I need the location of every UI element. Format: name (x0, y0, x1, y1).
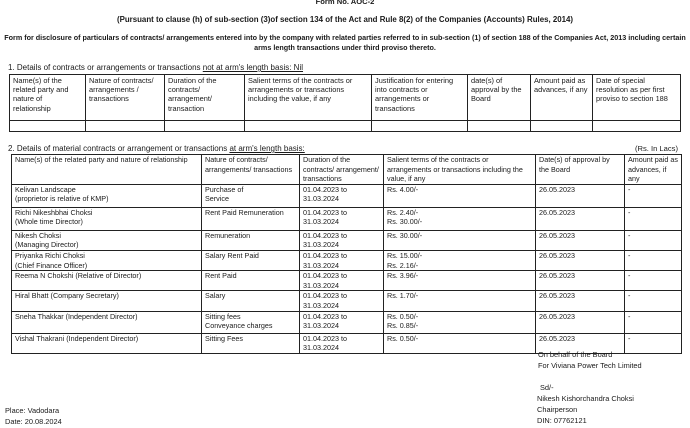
s2-header-nature: Nature of contracts/ arrangements/ transactions (202, 155, 300, 185)
duration-dur1-text: 01.04.2023 to (303, 250, 347, 260)
description-line-1: Form for disclosure of particulars of contracts/ arrangements entered into by the company with related parties referred to in sub-section (1) of section 188 of the Companies Act, 2013 including certain (4, 33, 686, 42)
party-cell (12, 230, 202, 250)
party-cell (12, 311, 202, 333)
s2-header-duration: Duration of the contracts/ arrangement/ transactions (300, 155, 384, 185)
section2-header-row (12, 155, 682, 185)
duration-dur2-text: 31.03.2024 (303, 194, 339, 204)
signer-din: DIN: 07762121 (537, 416, 587, 425)
approval-date-date-text: 26.05.2023 (539, 184, 575, 194)
units-label: (Rs. In Lacs) (634, 144, 678, 153)
s1-header-nature: Nature of contracts/ arrangements / transactions (86, 75, 165, 121)
party-name-text: Reema N Chokshi (Relative of Director) (15, 271, 142, 281)
terms-terms1-text: Rs. 30.00/- (387, 230, 423, 240)
s1-header-advance: Amount paid as advances, if any (531, 75, 593, 121)
description-line-2: arms length transactions under third proviso thereto. (254, 43, 436, 52)
advance-cell (625, 291, 682, 311)
terms-terms1-text: Rs. 15.00/- (387, 250, 423, 260)
party-cell (12, 207, 202, 230)
s2-header-name: Name(s) of the related party and nature of relationship (12, 155, 202, 185)
approval-date-date-text: 26.05.2023 (539, 311, 575, 321)
terms-terms1-text: Rs. 1.70/- (387, 291, 419, 301)
nature-cell (202, 311, 300, 333)
terms-cell (384, 184, 536, 207)
duration-cell (300, 271, 384, 291)
terms-terms2-text: Rs. 2.16/- (387, 260, 419, 270)
pursuant-line: (Pursuant to clause (h) of sub-section (3)of section 134 of the Act and Rule 8(2) of the Companies (Accounts) Rules, 2014) (116, 15, 574, 24)
table-row (12, 271, 682, 291)
advance-adv-text: - (628, 250, 631, 260)
table-row (12, 311, 682, 333)
terms-cell (384, 333, 536, 353)
company-line: For Viviana Power Tech Limited (538, 361, 642, 370)
s2-header-approval-date: Date(s) of approval by the Board (536, 155, 625, 185)
duration-dur2-text: 31.03.2024 (303, 217, 339, 227)
duration-cell (300, 207, 384, 230)
terms-terms1-text: Rs. 0.50/- (387, 333, 419, 343)
terms-cell (384, 291, 536, 311)
nature-nature-text: Purchase of (205, 184, 244, 194)
advance-adv-text: - (628, 184, 631, 194)
advance-cell (625, 333, 682, 353)
advance-adv-text: - (628, 207, 631, 217)
duration-cell (300, 333, 384, 353)
s1-header-duration: Duration of the contracts/ arrangement/ transaction (165, 75, 245, 121)
nature-nature-text: Salary Rent Paid (205, 250, 259, 260)
approval-date-date-text: 26.05.2023 (539, 207, 575, 217)
advance-cell (625, 271, 682, 291)
approval-date-cell (536, 291, 625, 311)
s2-header-terms: Salient terms of the contracts or arrangements or transactions including the value, if any (384, 155, 536, 185)
advance-adv-text: - (628, 311, 631, 321)
approval-date-cell (536, 311, 625, 333)
approval-date-date-text: 26.05.2023 (539, 250, 575, 260)
party-cell (12, 271, 202, 291)
terms-cell (384, 271, 536, 291)
terms-terms2-text: Rs. 30.00/- (387, 217, 423, 227)
duration-dur2-text: 31.03.2024 (303, 260, 339, 270)
duration-cell (300, 291, 384, 311)
approval-date-cell (536, 271, 625, 291)
table-row (12, 184, 682, 207)
nature-cell (202, 333, 300, 353)
duration-cell (300, 184, 384, 207)
party-cell (12, 184, 202, 207)
party-rel-text: (Managing Director) (15, 240, 79, 250)
nature-cell (202, 207, 300, 230)
date: Date: 20.08.2024 (5, 417, 62, 426)
terms-terms1-text: Rs. 0.50/- (387, 311, 419, 321)
party-name-text: Kelivan Landscape (15, 184, 76, 194)
duration-dur2-text: 31.03.2024 (303, 280, 339, 290)
approval-date-date-text: 26.05.2023 (539, 271, 575, 281)
s2-header-advance: Amount paid as advances, if any (625, 155, 682, 185)
nature-cell (202, 184, 300, 207)
advance-adv-text: - (628, 271, 631, 281)
party-rel-text: (Chief Finance Officer) (15, 260, 88, 270)
advance-cell (625, 311, 682, 333)
form-number: Form No. AOC-2 (315, 0, 375, 6)
terms-terms1-text: Rs. 2.40/- (387, 207, 419, 217)
nature-nature2-text: Service (205, 194, 229, 204)
section1-title: 1. Details of contracts or arrangements or transactions not at arm's length basis: Nil (8, 63, 304, 72)
signer-designation: Chairperson (537, 405, 578, 414)
section2-title: 2. Details of material contracts or arrangement or transactions at arm's length basis: (8, 144, 305, 153)
advance-cell (625, 250, 682, 270)
table-row (12, 250, 682, 270)
duration-dur1-text: 01.04.2023 to (303, 333, 347, 343)
duration-cell (300, 250, 384, 270)
s1-header-approval-date: date(s) of approval by the Board (468, 75, 531, 121)
approval-date-cell (536, 230, 625, 250)
table-row (12, 207, 682, 230)
nature-nature-text: Rent Paid Remuneration (205, 207, 284, 217)
party-cell (12, 250, 202, 270)
duration-cell (300, 230, 384, 250)
party-cell (12, 333, 202, 353)
signer-name: Nikesh Kishorchandra Choksi (537, 394, 634, 403)
approval-date-cell (536, 207, 625, 230)
nature-cell (202, 271, 300, 291)
nature-nature-text: Salary (205, 291, 226, 301)
party-name-text: Nikesh Choksi (15, 230, 61, 240)
nature-nature-text: Sitting Fees (205, 333, 243, 343)
advance-cell (625, 184, 682, 207)
section2-table (11, 154, 682, 354)
s1-header-special-resolution: Date of special resolution as per first proviso to section 188 (593, 75, 681, 121)
section1-table (9, 74, 681, 132)
nature-nature-text: Rent Paid (205, 271, 237, 281)
table-row (12, 291, 682, 311)
place: Place: Vadodara (5, 406, 60, 415)
signature-sd: Sd/- (540, 383, 554, 392)
duration-cell (300, 311, 384, 333)
terms-cell (384, 311, 536, 333)
party-name-text: Hiral Bhatt (Company Secretary) (15, 291, 119, 301)
duration-dur1-text: 01.04.2023 to (303, 311, 347, 321)
terms-cell (384, 207, 536, 230)
duration-dur1-text: 01.04.2023 to (303, 271, 347, 281)
approval-date-date-text: 26.05.2023 (539, 333, 575, 343)
duration-dur1-text: 01.04.2023 to (303, 207, 347, 217)
nature-cell (202, 291, 300, 311)
party-name-text: Vishal Thakrani (Independent Director) (15, 333, 139, 343)
party-cell (12, 291, 202, 311)
terms-cell (384, 250, 536, 270)
section1-empty-row (10, 121, 681, 132)
terms-terms1-text: Rs. 3.96/- (387, 271, 419, 281)
nature-nature-text: Remuneration (205, 230, 251, 240)
approval-date-cell (536, 250, 625, 270)
terms-cell (384, 230, 536, 250)
advance-adv-text: - (628, 230, 631, 240)
party-name-text: Priyanka Richi Choksi (15, 250, 85, 260)
nature-cell (202, 230, 300, 250)
advance-adv-text: - (628, 291, 631, 301)
s1-header-name: Name(s) of the related party and nature of relationship (10, 75, 86, 121)
duration-dur2-text: 31.03.2024 (303, 300, 339, 310)
nature-cell (202, 250, 300, 270)
behalf-line: On behalf of the Board (538, 350, 613, 359)
duration-dur2-text: 31.03.2024 (303, 343, 339, 353)
duration-dur1-text: 01.04.2023 to (303, 184, 347, 194)
table-row (12, 230, 682, 250)
party-rel-text: (proprietor is relative of KMP) (15, 194, 109, 204)
party-name-text: Sneha Thakkar (Independent Director) (15, 311, 138, 321)
approval-date-date-text: 26.05.2023 (539, 230, 575, 240)
advance-adv-text: - (628, 333, 631, 343)
s1-header-terms: Salient terms of the contracts or arrangements or transactions including the value, if any (245, 75, 372, 121)
party-name-text: Richi Nikeshbhai Choksi (15, 207, 93, 217)
duration-dur1-text: 01.04.2023 to (303, 291, 347, 301)
nature-nature-text: Sitting fees (205, 311, 241, 321)
advance-cell (625, 207, 682, 230)
approval-date-cell (536, 184, 625, 207)
duration-dur1-text: 01.04.2023 to (303, 230, 347, 240)
duration-dur2-text: 31.03.2024 (303, 321, 339, 331)
section1-header-row (10, 75, 681, 121)
party-rel-text: (Whole time Director) (15, 217, 83, 227)
s1-header-justification: Justification for entering into contracts or arrangements or transactions (372, 75, 468, 121)
nature-nature2-text: Conveyance charges (205, 321, 273, 331)
terms-terms2-text: Rs. 0.85/- (387, 321, 419, 331)
approval-date-date-text: 26.05.2023 (539, 291, 575, 301)
advance-cell (625, 230, 682, 250)
duration-dur2-text: 31.03.2024 (303, 240, 339, 250)
terms-terms1-text: Rs. 4.00/- (387, 184, 419, 194)
